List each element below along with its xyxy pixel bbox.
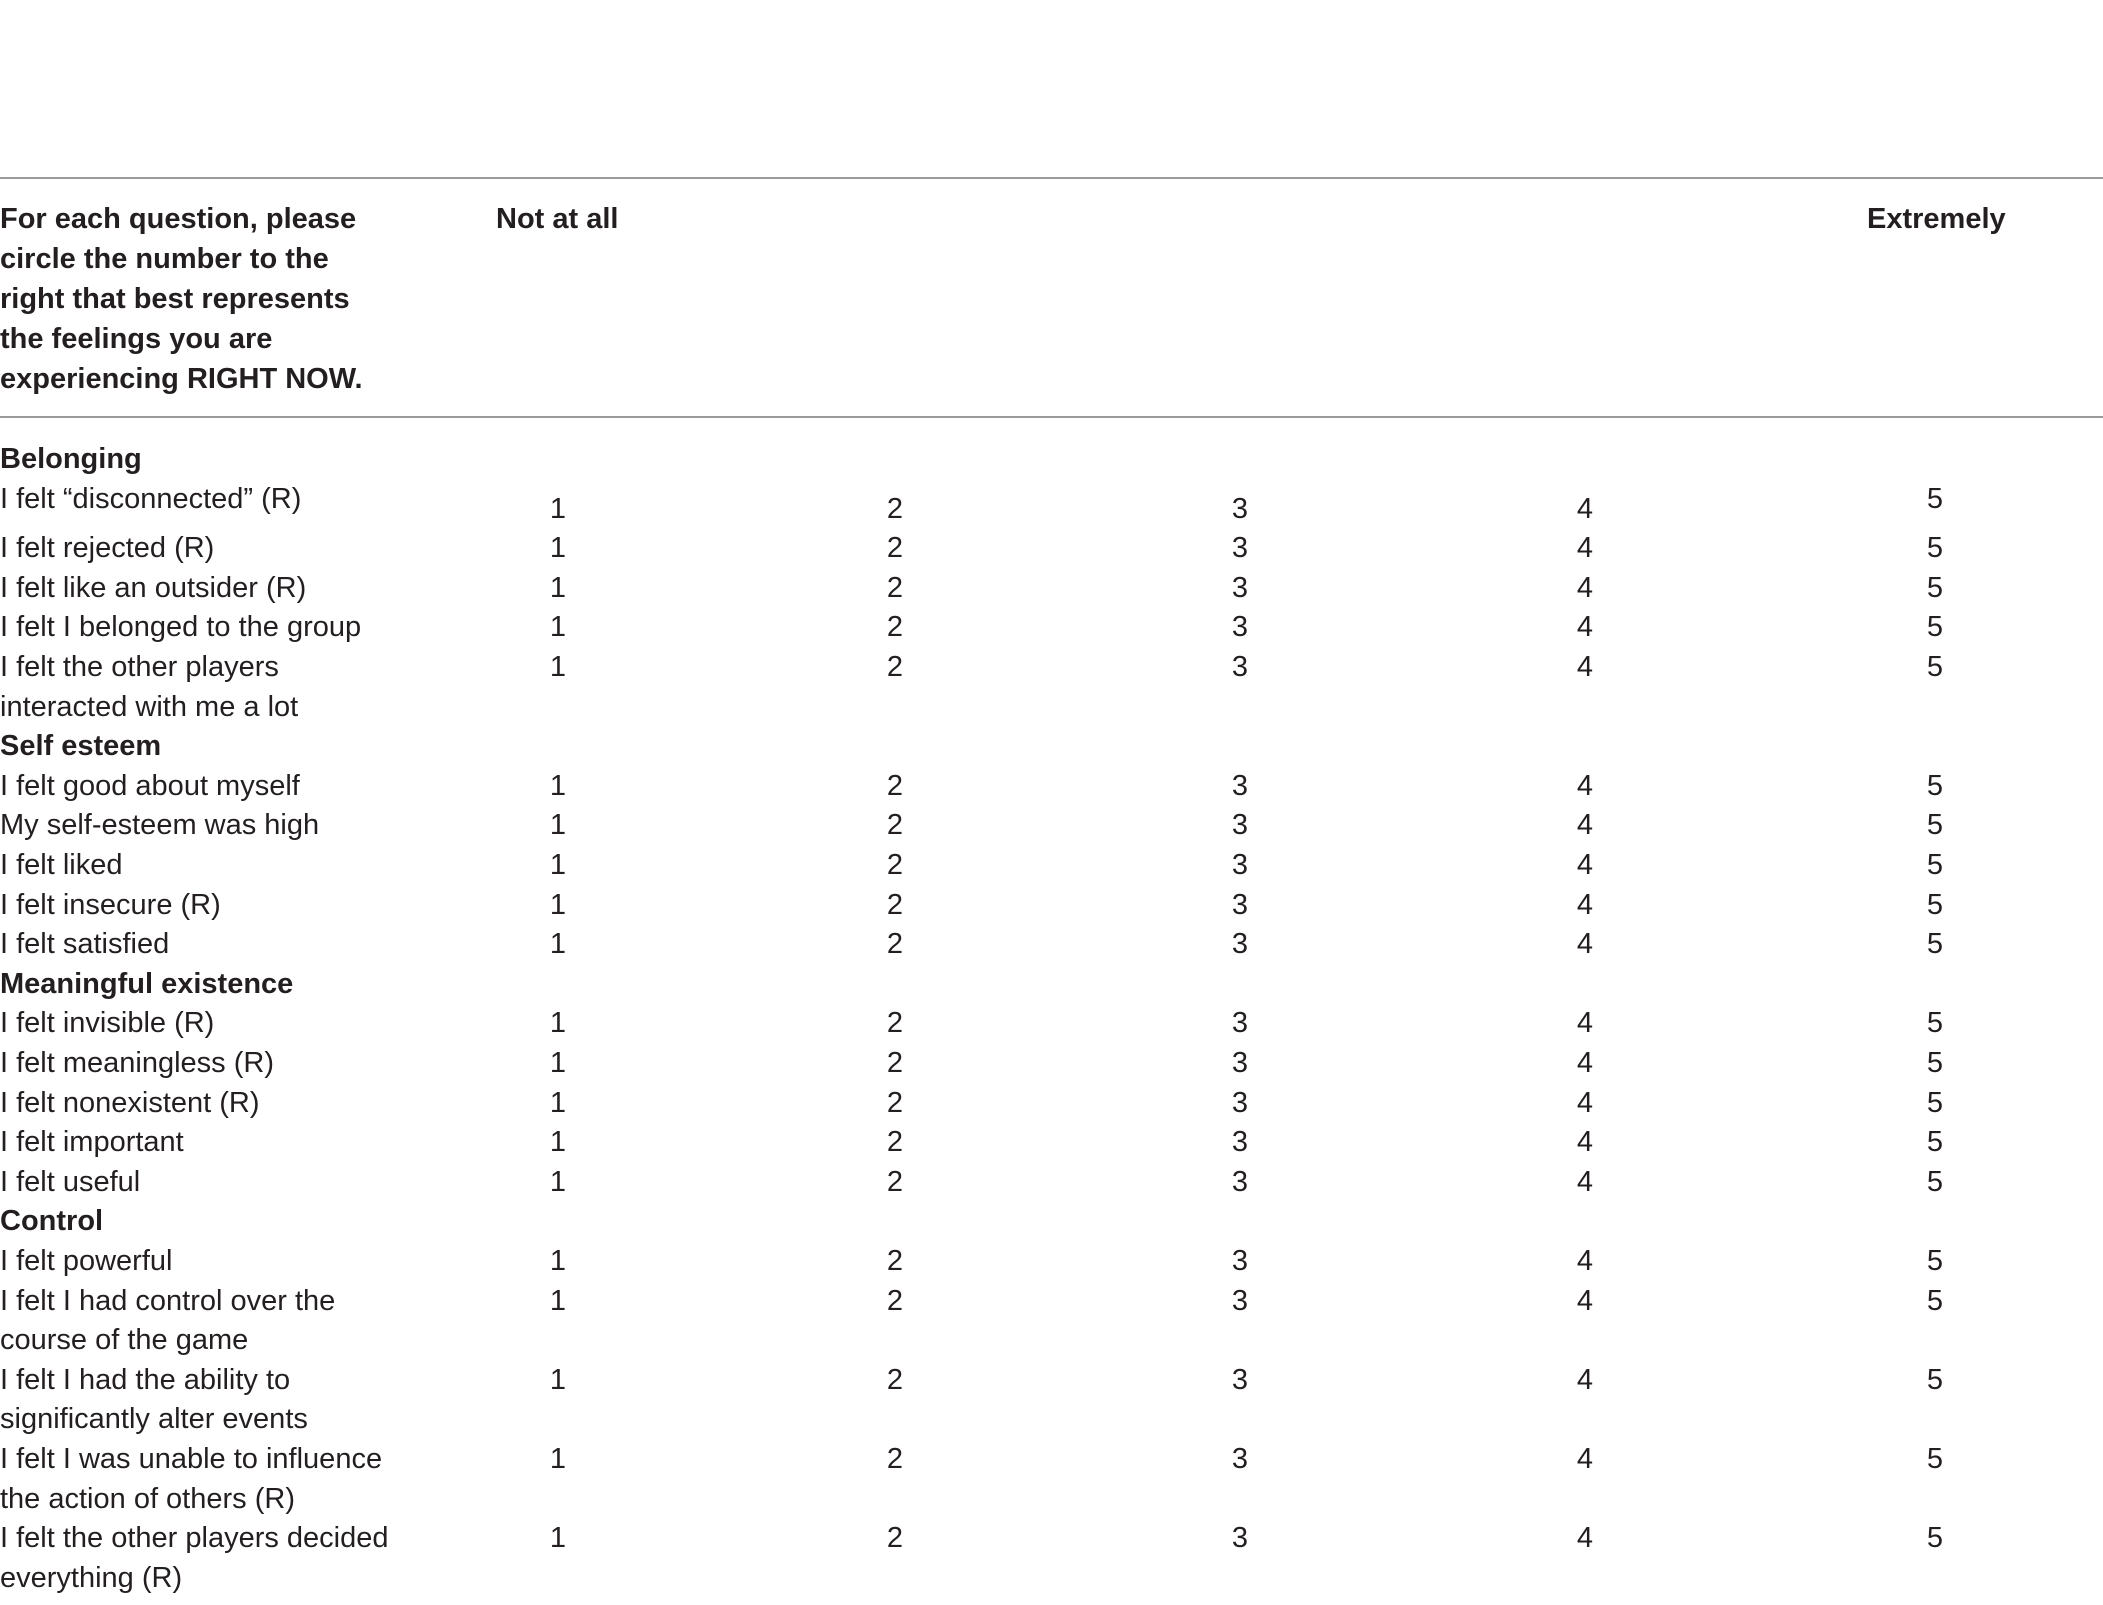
rating-option-5[interactable]: 5	[1926, 611, 1944, 644]
rating-option-5[interactable]: 5	[1926, 571, 1944, 604]
rating-option-2[interactable]: 2	[886, 928, 904, 961]
rating-option-4[interactable]: 4	[1576, 1522, 1594, 1555]
rating-option-5[interactable]: 5	[1926, 1522, 1944, 1555]
rating-option-3[interactable]: 3	[1231, 571, 1249, 604]
instruction-header: For each question, please circle the number to the right that best represents the feelings you are experiencing RIGHT NOW.	[0, 203, 363, 395]
item-label: I felt insecure (R)	[0, 888, 221, 921]
rating-option-4[interactable]: 4	[1576, 532, 1594, 565]
rating-option-2[interactable]: 2	[886, 1443, 904, 1475]
rating-option-1[interactable]: 1	[549, 928, 567, 961]
rating-option-4[interactable]: 4	[1576, 888, 1594, 921]
rating-option-4[interactable]: 4	[1576, 1443, 1594, 1475]
rating-option-3[interactable]: 3	[1231, 928, 1249, 961]
rating-option-1[interactable]: 1	[549, 571, 567, 604]
rating-option-1[interactable]: 1	[549, 769, 567, 802]
rating-option-3[interactable]: 3	[1231, 769, 1249, 802]
rating-option-5[interactable]: 5	[1926, 1086, 1944, 1119]
item-label: I felt useful	[0, 1165, 141, 1198]
top-rule	[0, 177, 2103, 179]
rating-option-2[interactable]: 2	[886, 611, 904, 644]
rating-option-2[interactable]: 2	[886, 1245, 904, 1277]
rating-option-5[interactable]: 5	[1926, 1165, 1944, 1198]
item-label: the action of others (R)	[0, 1482, 295, 1515]
section-title: Control	[0, 1205, 104, 1238]
rating-option-2[interactable]: 2	[886, 1007, 904, 1040]
rating-option-2[interactable]: 2	[886, 1086, 904, 1119]
rating-option-3[interactable]: 3	[1231, 611, 1249, 644]
header-rule	[0, 416, 2103, 418]
rating-option-4[interactable]: 4	[1576, 769, 1594, 802]
item-label: I felt nonexistent (R)	[0, 1086, 260, 1119]
rating-option-2[interactable]: 2	[886, 769, 904, 802]
rating-option-3[interactable]: 3	[1231, 1245, 1249, 1277]
rating-option-4[interactable]: 4	[1576, 1047, 1594, 1079]
rating-option-5[interactable]: 5	[1926, 888, 1944, 921]
rating-option-2[interactable]: 2	[886, 1522, 904, 1555]
rating-option-4[interactable]: 4	[1576, 1007, 1594, 1040]
rating-option-5[interactable]: 5	[1926, 482, 1944, 515]
section-title: Meaningful existence	[0, 967, 294, 1000]
item-label: I felt I belonged to the group	[0, 611, 362, 644]
rating-option-4[interactable]: 4	[1576, 1086, 1594, 1119]
rating-option-3[interactable]: 3	[1231, 1522, 1249, 1555]
item-label: I felt “disconnected” (R)	[0, 482, 302, 515]
rating-option-3[interactable]: 3	[1231, 1284, 1249, 1317]
rating-option-2[interactable]: 2	[886, 571, 904, 604]
rating-option-1[interactable]: 1	[549, 809, 567, 842]
rating-option-5[interactable]: 5	[1926, 1363, 1944, 1396]
scale-high-label: Extremely	[1867, 203, 2006, 235]
rating-option-2[interactable]: 2	[886, 1126, 904, 1159]
item-label: I felt the other players	[0, 651, 279, 683]
rating-option-3[interactable]: 3	[1231, 888, 1249, 921]
item-label: everything (R)	[0, 1561, 183, 1594]
rating-option-5[interactable]: 5	[1926, 1047, 1944, 1079]
rating-option-1[interactable]: 1	[549, 532, 567, 565]
rating-option-2[interactable]: 2	[886, 1165, 904, 1198]
rating-option-5[interactable]: 5	[1926, 769, 1944, 802]
rating-option-4[interactable]: 4	[1576, 809, 1594, 842]
item-label: I felt powerful	[0, 1245, 173, 1277]
rating-option-1[interactable]: 1	[549, 1363, 567, 1396]
rating-option-3[interactable]: 3	[1231, 532, 1249, 565]
rating-option-1[interactable]: 1	[549, 849, 567, 881]
rating-option-2[interactable]: 2	[886, 492, 904, 525]
item-label: I felt I was unable to influence	[0, 1443, 383, 1475]
rating-option-1[interactable]: 1	[549, 1126, 567, 1159]
rating-option-3[interactable]: 3	[1231, 1363, 1249, 1396]
rating-option-1[interactable]: 1	[549, 1284, 567, 1317]
item-label: My self-esteem was high	[0, 809, 320, 842]
rating-option-4[interactable]: 4	[1576, 651, 1594, 683]
rating-option-3[interactable]: 3	[1231, 1007, 1249, 1040]
rating-option-3[interactable]: 3	[1231, 1047, 1249, 1079]
rating-option-2[interactable]: 2	[886, 532, 904, 565]
scale-low-label: Not at all	[496, 203, 619, 235]
rating-option-2[interactable]: 2	[886, 1047, 904, 1079]
item-label: I felt I had the ability to	[0, 1363, 291, 1396]
item-label: I felt rejected (R)	[0, 532, 215, 565]
rating-option-3[interactable]: 3	[1231, 849, 1249, 881]
rating-option-5[interactable]: 5	[1926, 809, 1944, 842]
rating-option-5[interactable]: 5	[1926, 1443, 1944, 1475]
rating-option-1[interactable]: 1	[549, 1047, 567, 1079]
item-label: I felt meaningless (R)	[0, 1047, 274, 1079]
rating-option-4[interactable]: 4	[1576, 928, 1594, 961]
item-label: course of the game	[0, 1324, 249, 1357]
rating-option-1[interactable]: 1	[549, 1443, 567, 1475]
rating-option-1[interactable]: 1	[549, 1522, 567, 1555]
rating-option-5[interactable]: 5	[1926, 849, 1944, 881]
rating-option-4[interactable]: 4	[1576, 571, 1594, 604]
rating-option-4[interactable]: 4	[1576, 1284, 1594, 1317]
rating-option-1[interactable]: 1	[549, 1086, 567, 1119]
rating-option-5[interactable]: 5	[1926, 1007, 1944, 1040]
section-title: Self esteem	[0, 730, 162, 763]
rating-option-3[interactable]: 3	[1231, 1086, 1249, 1119]
item-label: I felt good about myself	[0, 769, 300, 802]
item-label: I felt I had control over the	[0, 1284, 336, 1317]
rating-option-5[interactable]: 5	[1926, 651, 1944, 683]
rating-option-4[interactable]: 4	[1576, 849, 1594, 881]
rating-option-5[interactable]: 5	[1926, 928, 1944, 961]
rating-option-2[interactable]: 2	[886, 809, 904, 842]
rating-option-1[interactable]: 1	[549, 651, 567, 683]
item-label: I felt the other players decided	[0, 1522, 389, 1555]
item-label: interacted with me a lot	[0, 690, 299, 723]
rating-option-3[interactable]: 3	[1231, 809, 1249, 842]
item-label: I felt satisfied	[0, 928, 170, 961]
rating-option-3[interactable]: 3	[1231, 1126, 1249, 1159]
item-label: I felt liked	[0, 849, 123, 881]
rating-option-4[interactable]: 4	[1576, 492, 1594, 525]
rating-option-3[interactable]: 3	[1231, 492, 1249, 525]
rating-option-5[interactable]: 5	[1926, 532, 1944, 565]
rating-option-2[interactable]: 2	[886, 651, 904, 683]
rating-option-1[interactable]: 1	[549, 1245, 567, 1277]
rating-option-3[interactable]: 3	[1231, 1443, 1249, 1475]
rating-option-3[interactable]: 3	[1231, 651, 1249, 683]
rating-option-1[interactable]: 1	[549, 492, 567, 525]
rating-option-2[interactable]: 2	[886, 1363, 904, 1396]
item-label: I felt invisible (R)	[0, 1007, 215, 1040]
item-label: significantly alter events	[0, 1403, 308, 1436]
rating-option-4[interactable]: 4	[1576, 1245, 1594, 1277]
rating-option-2[interactable]: 2	[886, 888, 904, 921]
rating-option-4[interactable]: 4	[1576, 611, 1594, 644]
rating-option-5[interactable]: 5	[1926, 1126, 1944, 1159]
rating-option-3[interactable]: 3	[1231, 1165, 1249, 1198]
item-label: I felt like an outsider (R)	[0, 571, 307, 604]
rating-option-4[interactable]: 4	[1576, 1126, 1594, 1159]
rating-option-4[interactable]: 4	[1576, 1165, 1594, 1198]
section-title: Belonging	[0, 443, 142, 475]
rating-option-1[interactable]: 1	[549, 1165, 567, 1198]
rating-option-4[interactable]: 4	[1576, 1363, 1594, 1396]
rating-option-1[interactable]: 1	[549, 611, 567, 644]
rating-option-2[interactable]: 2	[886, 1284, 904, 1317]
rating-option-5[interactable]: 5	[1926, 1245, 1944, 1277]
item-label: I felt important	[0, 1126, 184, 1159]
rating-option-1[interactable]: 1	[549, 888, 567, 921]
rating-option-1[interactable]: 1	[549, 1007, 567, 1040]
rating-option-5[interactable]: 5	[1926, 1284, 1944, 1317]
rating-option-2[interactable]: 2	[886, 849, 904, 881]
